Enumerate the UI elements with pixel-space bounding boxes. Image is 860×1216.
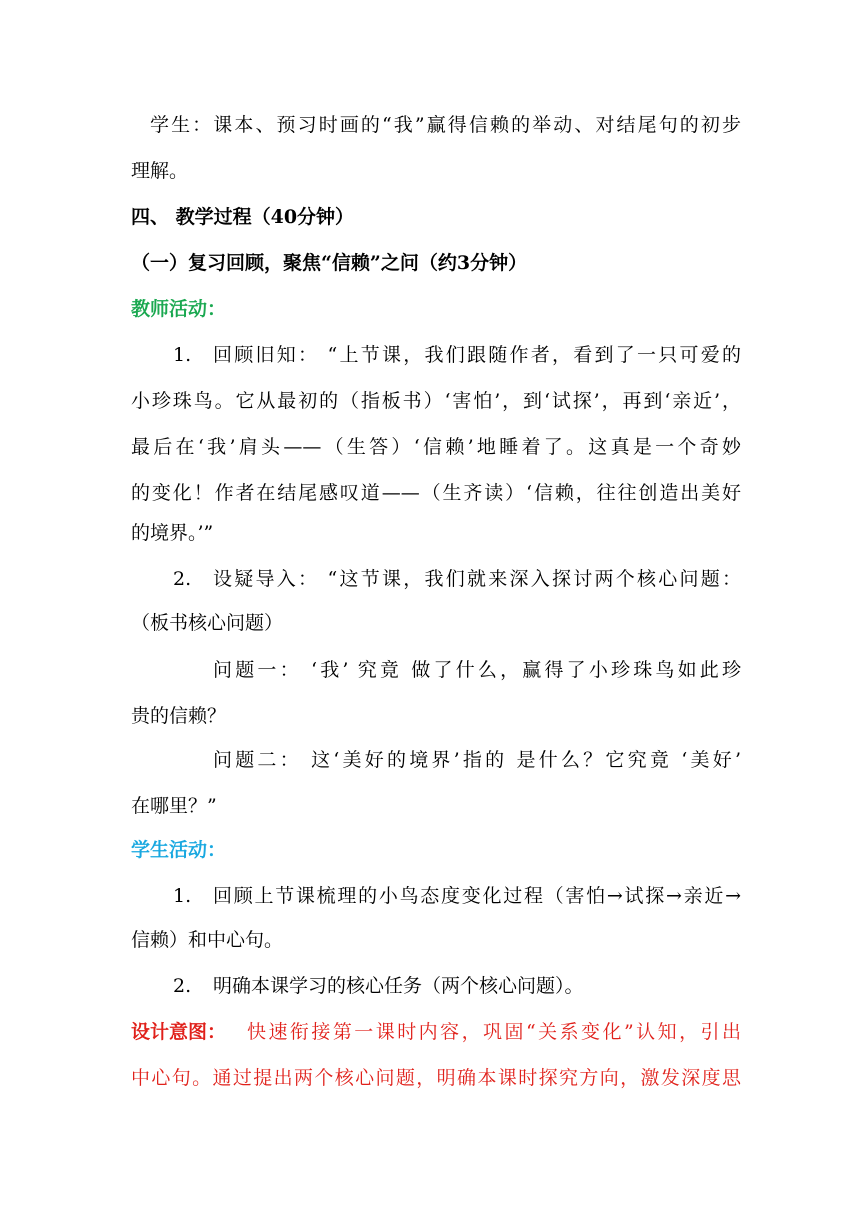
- student-item-1-number: 1.: [173, 885, 192, 907]
- question-2-line-1: 问题二： 这‘美好的境界’指的 是什么？它究竟 ‘美好’: [213, 749, 741, 771]
- teacher-item-1-line-3: 最后在‘我’肩头——（生答）‘信赖’地睡着了。这真是一个奇妙: [131, 436, 741, 458]
- section-heading: 四、 教学过程（40分钟）: [131, 206, 355, 228]
- design-intent-line-2: 中心句。通过提出两个核心问题，明确本课时探究方向，激发深度思: [131, 1067, 741, 1089]
- student-item-1-line-1: 回顾上节课梳理的小鸟态度变化过程（害怕→试探→亲近→: [213, 885, 741, 907]
- students-prep-line-1: 学生：课本、预习时画的“我”赢得信赖的举动、对结尾句的初步: [150, 114, 741, 136]
- design-intent-label: 设计意图：: [131, 1021, 227, 1043]
- student-item-2-number: 2.: [173, 975, 192, 997]
- students-prep-line-2: 理解。: [131, 160, 189, 182]
- question-2-line-2: 在哪里？”: [131, 795, 217, 817]
- teacher-item-1-line-4: 的变化！作者在结尾感叹道——（生齐读）‘信赖，往往创造出美好: [131, 482, 741, 504]
- question-1-line-2: 贵的信赖？: [131, 705, 227, 727]
- student-item-2-line-1: 明确本课学习的核心任务（两个核心问题）。: [213, 975, 584, 997]
- teacher-item-1-line-5: 的境界。’”: [131, 522, 214, 544]
- teacher-item-1-number: 1.: [173, 344, 192, 366]
- question-1-line-1: 问题一： ‘我’ 究竟 做了什么，赢得了小珍珠鸟如此珍: [213, 659, 741, 681]
- student-activity-label: 学生活动：: [131, 839, 227, 861]
- student-item-1-line-2: 信赖）和中心句。: [131, 929, 284, 951]
- teacher-activity-label: 教师活动：: [131, 298, 227, 320]
- subsection-heading: （一）复习回顾，聚焦“信赖”之问（约3分钟）: [131, 252, 528, 274]
- teacher-item-1-line-2: 小珍珠鸟。它从最初的（指板书）‘害怕’，到‘试探’，再到‘亲近’，: [131, 390, 741, 412]
- teacher-item-2-line-1: 设疑导入： “这节课，我们就来深入探讨两个核心问题：: [213, 568, 741, 590]
- teacher-item-2-number: 2.: [173, 568, 192, 590]
- design-intent-line-1: 快速衔接第一课时内容，巩固“关系变化”认知，引出: [247, 1021, 741, 1043]
- teacher-item-1-line-1: 回顾旧知： “上节课，我们跟随作者，看到了一只可爱的: [213, 344, 741, 366]
- teacher-item-2-line-2: （板书核心问题）: [131, 612, 284, 634]
